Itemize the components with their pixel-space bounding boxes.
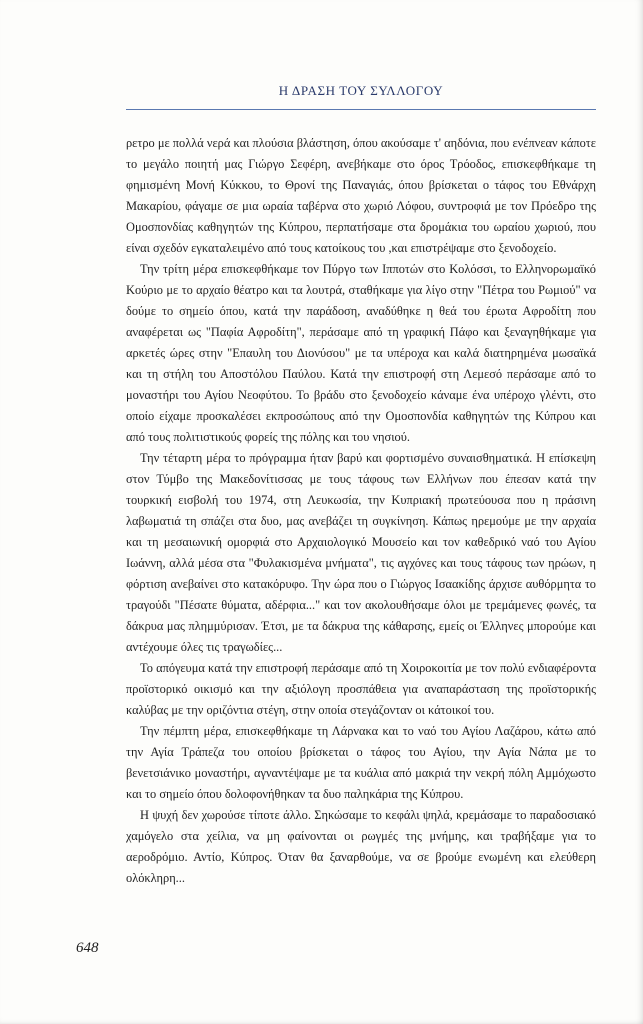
body-text: [126, 133, 596, 889]
paragraph-closing: Η ψυχή δεν χωρούσε τίποτε άλλο. Σηκώσαμε το κεφάλι ψηλά, κρεμάσαμε το παραδοσιακό χαμόγελο στα χείλια, να μη φαίνονται οι ρωγμές της μνήμης, και τραβήξαμε για το αεροδρόμιο. Αντίο, Κύπρος. Όταν θα ξαναρθούμε, να σε βρούμε ενωμένη και ελεύθερη ολόκληρη...: [126, 808, 596, 885]
paragraph-continuation: ρετρο με πολλά νερά και πλούσια βλάστηση, όπου ακούσαμε τ' αηδόνια, που ενέπνεαν κάποτε το μεγάλο ποιητή μας Γιώργο Σεφέρη, ανεβήκαμε στο όρος Τρόοδος, επισκεφθήκαμε τη φημισμένη Μονή Κύκκου, το Θρονί της Παναγιάς, όπου βρίσκεται ο τάφος του Εθνάρχη Μακαρίου, φάγαμε σε μια ωραία ταβέρνα στο χωριό Λόφου, συντροφιά με τον Πρόεδρο της Ομοσπονδίας καθηγητών της Κύπρου, περπατήσαμε στα δρομάκια του ωραίου χωριού, που είναι σχεδόν εγκαταλειμένο από τους κατοίκους του ,και επιστρέψαμε στο ξενοδοχείο.: [126, 136, 596, 255]
header-rule: [126, 109, 596, 110]
paragraph-third-day: Την τρίτη μέρα επισκεφθήκαμε τον Πύργο των Ιπποτών στο Κολόσσι, το Ελληνορωμαϊκό Κούριο με το αρχαίο θέατρο και τα λουτρά, σταθήκαμε για λίγο στην "Πέτρα του Ρωμιού" να δούμε το σημείο όπου, κατά την παράδοση, αναδύθηκε η θεά του έρωτα Αφροδίτη που αναφέρεται ως "Παφία Αφροδίτη", περάσαμε από τη γραφική Πάφο και ξεναγηθήκαμε για αρκετές ώρες στην "Επαυλη του Διονύσου" με τα υπέροχα και καλά διατηρημένα μωσαϊκά και τη στήλη του Αποστόλου Παύλου. Κατά την επιστροφή στη Λεμεσό περάσαμε από το μοναστήρι του Αγίου Νεοφύτου. Το βράδυ στο ξενοδοχείο κάναμε ένα υπέροχο γλέντι, στο οποίο είχαμε προσκαλέσει εκπροσώπους από την Ομοσπονδία καθηγητών της Κύπρου και από τους πολιτιστικούς φορείς της πόλης και του νησιού.: [126, 262, 596, 444]
running-head: Η ΔΡΑΣΗ ΤΟΥ ΣΥΛΛΟΓΟΥ: [278, 83, 444, 98]
page-number: 648: [76, 940, 99, 956]
paragraph-fifth-day: Την πέμπτη μέρα, επισκεφθήκαμε τη Λάρνακα και το ναό του Αγίου Λαζάρου, κάτω από την Αγία Τράπεζα του οποίου βρίσκεται ο τάφος του Αγίου, την Αγία Νάπα με το βενετσιάνικο μοναστήρι, αγναντέψαμε με τα κυάλια από μακριά την νεκρή πόλη Αμμόχωστο και το σημείο όπου δολοφονήθηκαν τα δυο παληκάρια της Κύπρου.: [126, 724, 596, 801]
paragraph-fourth-day: Την τέταρτη μέρα το πρόγραμμα ήταν βαρύ και φορτισμένο συναισθηματικά. Η επίσκεψη στον Τύμβο της Μακεδονίτισσας με τους τάφους των Ελλήνων που έπεσαν κατά την τουρκική εισβολή του 1974, στη Λευκωσία, την Κυπριακή πρωτεύουσα που η πράσινη λαβωματιά τη σπάζει στα δυο, μας ανεβάζει τη συγκίνηση. Κάπως ηρεμούμε με την αρχαία και τη μεσαιωνική ομορφιά στο Αρχαιολογικό Μουσείο και τον καθεδρικό ναό του Αγίου Ιωάννη, αλλά μέσα στα "Φυλακισμένα μνήματα", τις αγχόνες και τους τάφους των ηρώων, η φόρτιση ανεβαίνει στο κατακόρυφο. Την ώρα που ο Γιώργος Ισαακίδης άρχισε αυθόρμητα το τραγούδι "Πέσατε θύματα, αδέρφια..." και τον ακολουθήσαμε όλοι με τρεμάμενες φωνές, τα δάκρυα μας πλημμύρισαν. Έτσι, με τα δάκρυα της κάθαρσης, εμείς οι Έλληνες μπορούμε και αντέχουμε όλες τις τραγωδίες...: [126, 451, 596, 654]
paragraph-afternoon: Το απόγευμα κατά την επιστροφή περάσαμε από τη Χοιροκοιτία με τον πολύ ενδιαφέροντα προϊστορικό οικισμό και την αξιόλογη προσπάθεια για αναπαράσταση της προϊστορικής καλύβας με την οριζόντια στέγη, στην οποία στεγάζονταν οι κάτοικοί του.: [126, 661, 596, 717]
